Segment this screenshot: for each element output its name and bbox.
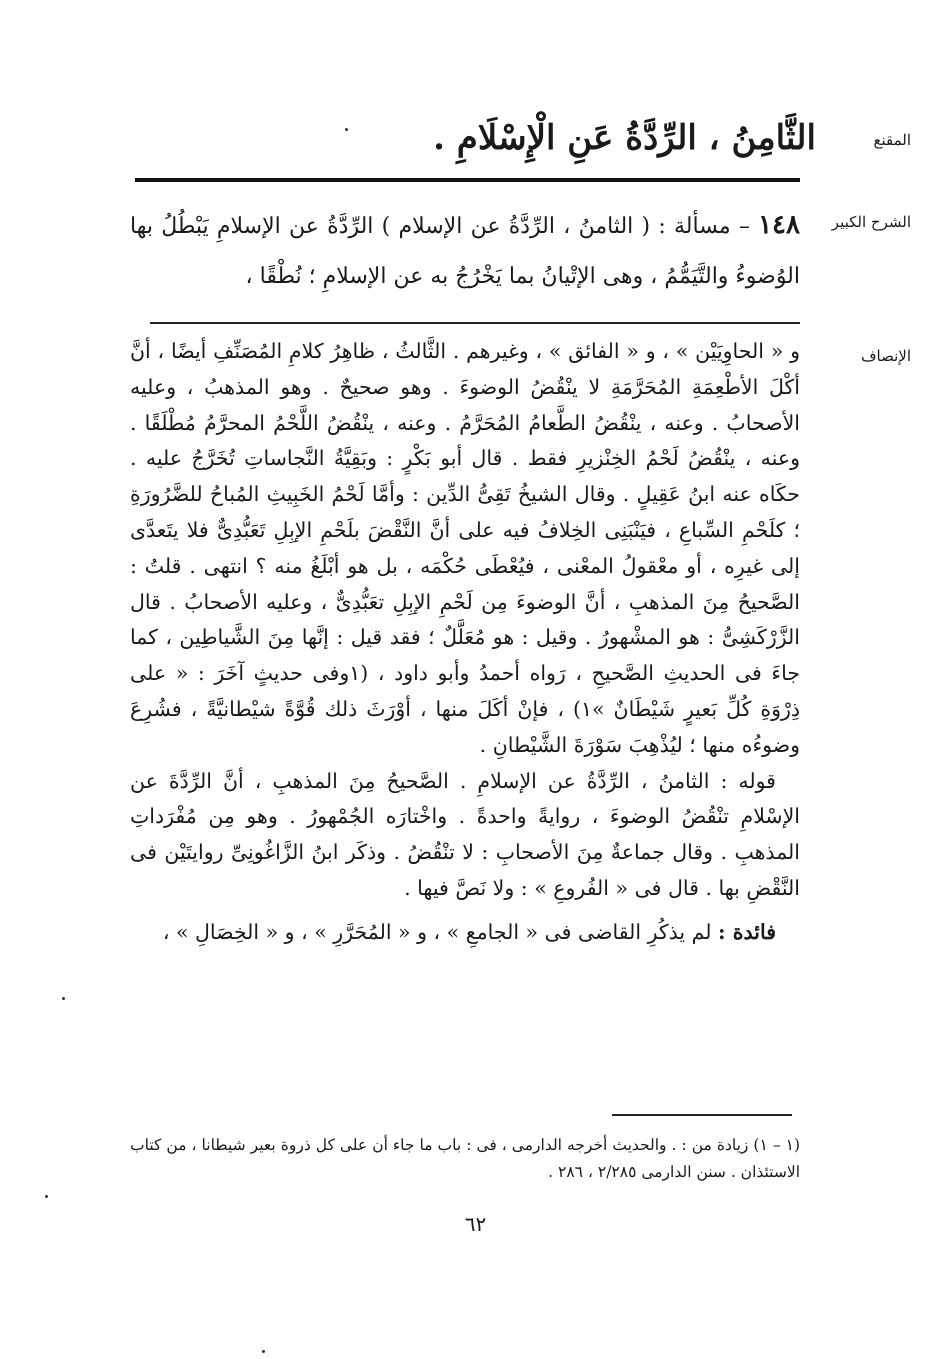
- insaf-label: الإنصاف: [860, 347, 911, 365]
- page-number: ٦٢: [464, 1212, 487, 1236]
- faida-paragraph: [130, 915, 800, 951]
- insaf-paragraph-2: قوله : الثامنُ ، الرِّدَّةُ عن الإسلامِ . الصَّحيحُ مِنَ المذهبِ ، أنَّ الرِّدَّةَ عن الإسْلامِ تنْقُضُ الوضوءَ ، روايةً واحدةً . واخْتارَه الجُمْهورُ . وهو مِن مُفْرَداتِ المذهبِ . وقال جماعةٌ مِنَ الأصحابِ : لا تنْقُضُ . وذكَر ابنُ الزَّاغُونِىِّ روايتَيْن فى النَّقْضِ بها . قال فى « الفُروعِ » : ولا نَصَّ فيها .: [130, 768, 800, 900]
- footnote-divider: [612, 1114, 792, 1116]
- scan-speck: [345, 128, 348, 131]
- section-divider: [150, 322, 800, 324]
- scan-speck: [262, 1350, 265, 1353]
- sharh-paragraph: [130, 200, 800, 302]
- sharh-label: الشرح الكبير: [831, 213, 911, 231]
- footnote: (١ – ١) زيادة من : . والحديث أخرجه الدارمى ، فى : باب ما جاء أن على كل ذروة بعير شيطانا ، من كتاب الاستئذان . سنن الدارمى ٢/٢٨٥ ، ٢٨٦ .: [130, 1136, 800, 1181]
- scan-speck: [45, 1195, 48, 1198]
- sharh-text: – مسألة : ( الثامنُ ، الرِّدَّةُ عن الإسلام ) الرِّدَّةُ عن الإسلامِ يَبْطُلُ بها الوُضوءُ والتَّيَمُّمُ ، وهى الإتْيانُ بما يَخْرُجُ به عن الإسلامِ ؛ نُطْقًا ،: [130, 214, 800, 289]
- muqni-heading: الثَّامِنُ ، الرِّدَّةُ عَنِ الْإِسْلَامِ .: [433, 118, 816, 158]
- issue-number: ١٤٨: [758, 210, 800, 240]
- sharh-section: [130, 200, 800, 302]
- heading-divider: [135, 178, 800, 182]
- insaf-paragraph-1: و « الحاوِيَيْن » ، و « الفائق » ، وغيرهم . الثَّالثُ ، ظاهِرُ كلامِ المُصَنِّفِ أيضًا ، أنَّ أكْلَ الأطْعِمَةِ المُحَرَّمَةِ لا ينْقُضُ الوضوءَ . وهو صحيحٌ . وهو المذهبُ ، وعليه الأصحابُ . وعنه ، ينْقُضُ الطَّعامُ المُحَرَّمُ . وعنه ، ينْقُضُ اللَّحْمُ المحرَّمُ مُطْلَقًا . وعنه ، ينْقُضُ لَحْمُ الخِنْزيرِ فقط . قال أبو بَكْرٍ : وبَقِيَّةُ النَّجاساتِ تُخَرَّجُ عليه . حكَاه عنه ابنُ عَقِيلٍ . وقال الشيخُ تَقِىُّ الدِّين : وأمَّا لَحْمُ الخَبِيثِ المُباحُ للضَّرُورَةِ ؛ كلَحْمِ السِّباعِ ، فيَنْبَنِى الخِلافُ فيه على أنَّ النَّقْضَ بلَحْمِ الإبِلِ تَعَبُّدِىٌّ فلا يتَعدَّى إلى غيرِه ، أو معْقولُ المعْنى ، فيُعْطَى حُكْمَه ، بل هو أبْلَغُ منه ؟ انتهى . قلتُ : الصَّحيحُ مِنَ المذهبِ ، أنَّ الوضوءَ مِن لَحْمِ الإبِلِ تعَبُّدِىٌّ ، وعليه الأصحابُ . قال الزَّرْكَشِىُّ : هو المشْهورُ . وقيل : هو مُعَلَّلٌ ؛ فقد قيل : إنَّها مِنَ الشَّياطِين ، كما جاءَ فى الحديثِ الصَّحيحِ ، رَواه أحمدُ وأبو داود ، (١وفى حديثٍ آخَرَ : « على ذِرْوَةِ كُلِّ بَعيرٍ شَيْطَانٌ »١) ، فإنْ أكَلَ منها ، أوْرَثَ ذلك قُوَّةً شيْطانيَّةً ، فشُرِعَ وضوءُه منها ؛ ليُذْهِبَ سَوْرَةَ الشَّيْطانِ .: [130, 339, 800, 757]
- insaf-section: [130, 334, 800, 951]
- muqni-label: المقنع: [873, 131, 911, 149]
- scan-speck: [62, 997, 65, 1000]
- faida-label: فائدة :: [718, 919, 776, 944]
- faida-text: لم يذكُرِ القاضى فى « الجامعِ » ، و « المُحَرَّرِ » ، و « الخِصَالِ » ،: [162, 919, 719, 944]
